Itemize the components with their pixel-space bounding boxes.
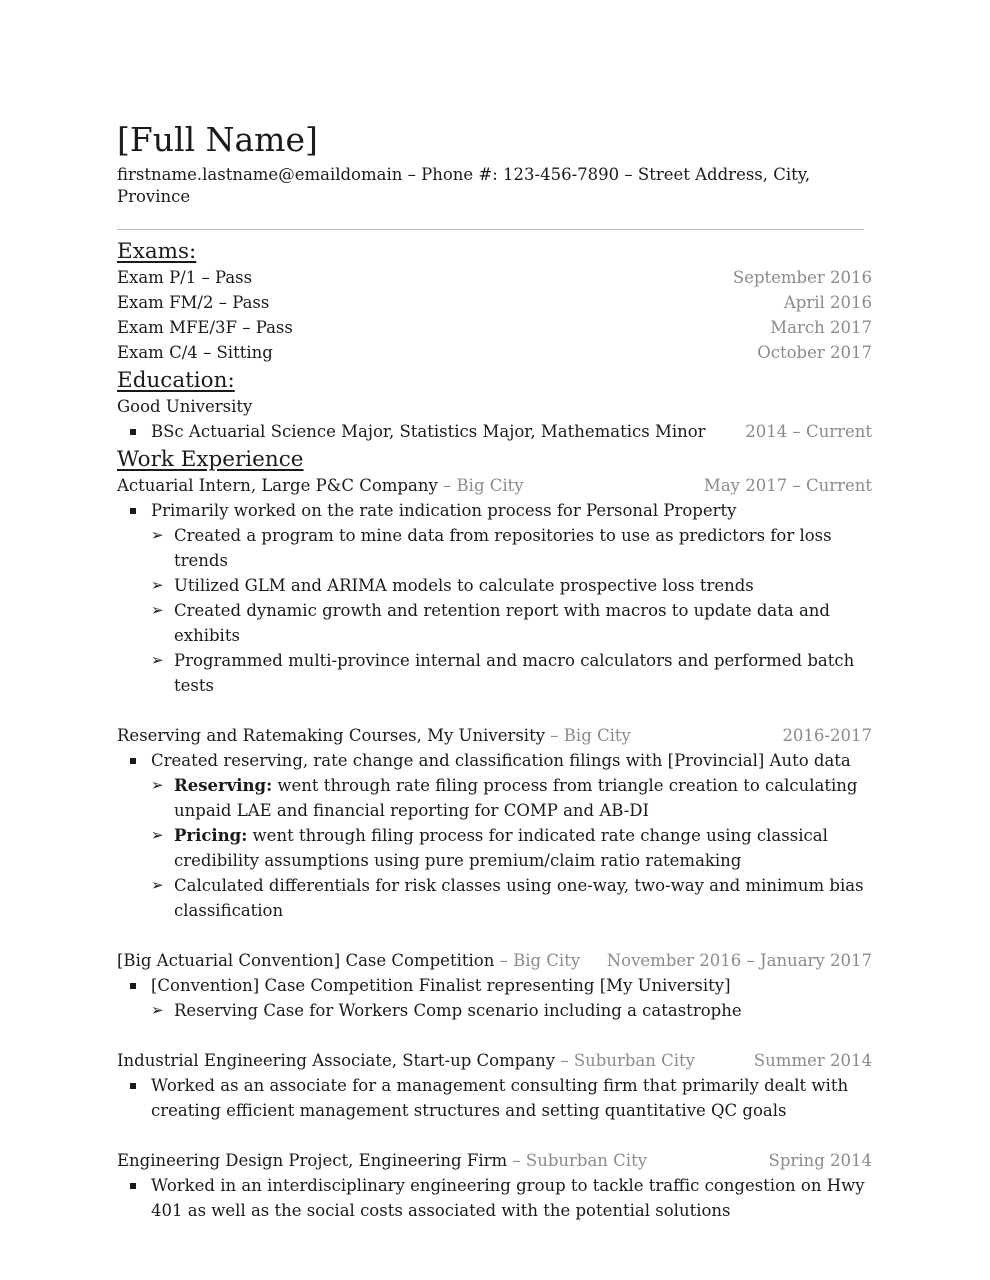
- degree-row: [117, 419, 872, 444]
- job-title: Actuarial Intern, Large P&C Company: [117, 476, 438, 495]
- job-bullet-text: Worked as an associate for a management consulting firm that primarily dealt with creating efficient management structures and setting quantitative QC goals: [151, 1076, 849, 1120]
- job-date: 2016-2017: [782, 726, 872, 745]
- degree-date: 2014 – Current: [745, 422, 872, 441]
- contact-line: firstname.lastname@emaildomain – Phone #: 123-456-7890 – Street Address, City, Province: [117, 165, 811, 206]
- sub-bullet-text: Utilized GLM and ARIMA models to calculate prospective loss trends: [174, 576, 754, 595]
- exam-name: Exam FM/2 – Pass: [117, 293, 270, 312]
- arrow-bullet-icon: ➢: [151, 601, 164, 619]
- job-header: [117, 723, 872, 748]
- school-label: Good University: [117, 397, 253, 416]
- sub-bullets: [151, 523, 872, 698]
- job-location: Big City: [513, 951, 581, 970]
- job-bullet: [117, 1173, 872, 1223]
- sub-bullet-text: Created dynamic growth and retention report with macros to update data and exhibits: [174, 601, 830, 645]
- job-title: [Big Actuarial Convention] Case Competition: [117, 951, 495, 970]
- sub-bullet: [151, 648, 872, 698]
- arrow-bullet-icon: ➢: [151, 651, 164, 669]
- sub-bullet: [151, 998, 872, 1023]
- job-title: Industrial Engineering Associate, Start-up Company: [117, 1051, 556, 1070]
- job-bullet-text: Worked in an interdisciplinary engineering group to tackle traffic congestion on Hwy 401 as well as the social costs associated with the potential solutions: [151, 1176, 865, 1220]
- job-title-line: [117, 473, 524, 498]
- sub-bullet: [151, 773, 872, 823]
- job-title-line: [117, 948, 580, 973]
- job-bullet: [117, 748, 872, 923]
- bullet-square-icon: [130, 758, 136, 764]
- degree-label: BSc Actuarial Science Major, Statistics Major, Mathematics Minor: [151, 422, 706, 441]
- job-separator: –: [545, 726, 564, 745]
- arrow-bullet-icon: ➢: [151, 526, 164, 544]
- job-date: May 2017 – Current: [703, 476, 872, 495]
- job-location: Suburban City: [573, 1051, 695, 1070]
- job-location: Suburban City: [525, 1151, 648, 1170]
- header-divider: [117, 229, 864, 230]
- job-separator: –: [507, 1151, 526, 1170]
- exam-date: September 2016: [732, 268, 872, 287]
- job-bullets: [117, 1073, 872, 1123]
- job-separator: –: [555, 1051, 574, 1070]
- degree-item: [117, 419, 706, 444]
- job-title: Engineering Design Project, Engineering Firm: [117, 1151, 508, 1170]
- job-bullet: [117, 1073, 872, 1123]
- sub-bullets: [151, 998, 872, 1023]
- job-entry: [117, 1048, 872, 1123]
- bullet-square-icon: [130, 983, 136, 989]
- job-bullets: [117, 973, 872, 1023]
- sub-bullet-label: Reserving:: [174, 776, 273, 795]
- job-bullet-text: [Convention] Case Competition Finalist representing [My University]: [151, 976, 731, 995]
- sub-bullet-text: Created a program to mine data from repositories to use as predictors for loss trends: [174, 526, 832, 570]
- job-entry: [117, 1148, 872, 1223]
- sub-bullet-text: Programmed multi-province internal and macro calculators and performed batch tests: [174, 651, 855, 695]
- sub-bullet-text: Calculated differentials for risk classes using one-way, two-way and minimum bias classification: [174, 876, 864, 920]
- job-separator: –: [437, 476, 457, 495]
- sub-bullet: [151, 598, 872, 648]
- sub-bullet-text: Reserving Case for Workers Comp scenario including a catastrophe: [174, 1001, 742, 1020]
- job-entry: [117, 948, 872, 1023]
- job-title-line: [117, 1148, 647, 1173]
- exam-row: [117, 265, 872, 290]
- exam-row: [117, 340, 872, 365]
- job-bullet-text: Primarily worked on the rate indication process for Personal Property: [151, 501, 737, 520]
- arrow-bullet-icon: ➢: [151, 1001, 164, 1019]
- arrow-bullet-icon: ➢: [151, 776, 164, 794]
- job-bullet: [117, 498, 872, 698]
- work-section: [117, 446, 872, 1223]
- arrow-bullet-icon: ➢: [151, 876, 164, 894]
- job-header: [117, 1148, 872, 1173]
- exam-date: October 2017: [757, 343, 872, 362]
- bullet-square-icon: [130, 1183, 136, 1189]
- sub-bullet: [151, 873, 872, 923]
- exam-row: [117, 290, 872, 315]
- sub-bullet-text: went through rate filing process from triangle creation to calculating unpaid LAE and financial reporting for COMP and AB-DI: [174, 776, 858, 820]
- job-bullet-text: Created reserving, rate change and classification filings with [Provincial] Auto data: [151, 751, 851, 770]
- education-section: [117, 367, 872, 444]
- job-date: November 2016 – January 2017: [606, 951, 872, 970]
- exam-name: Exam MFE/3F – Pass: [117, 318, 293, 337]
- job-separator: –: [494, 951, 514, 970]
- education-heading: Education:: [117, 368, 235, 393]
- job-location: Big City: [563, 726, 631, 745]
- sub-bullet: [151, 823, 872, 873]
- job-bullets: [117, 498, 872, 698]
- sub-bullet-text: went through filing process for indicated rate change using classical credibility assumptions using pure premium/claim ratio ratemaking: [174, 826, 828, 870]
- job-list: [117, 473, 872, 1223]
- exam-date: March 2017: [770, 318, 872, 337]
- bullet-square-icon: [130, 508, 136, 514]
- exam-row: [117, 315, 872, 340]
- resume-page: [117, 120, 872, 1223]
- exam-date: April 2016: [783, 293, 872, 312]
- exam-name: Exam P/1 – Pass: [117, 268, 253, 287]
- exams-heading: Exams:: [117, 239, 197, 264]
- bullet-square-icon: [130, 1083, 136, 1089]
- job-bullet: [117, 973, 872, 1023]
- exams-section: [117, 238, 872, 365]
- school-name: [117, 394, 872, 419]
- job-title-line: [117, 1048, 695, 1073]
- exam-name: Exam C/4 – Sitting: [117, 343, 273, 362]
- job-entry: [117, 473, 872, 698]
- job-date: Spring 2014: [768, 1151, 872, 1170]
- full-name: [Full Name]: [117, 120, 318, 159]
- job-entry: [117, 723, 872, 923]
- job-bullets: [117, 1173, 872, 1223]
- arrow-bullet-icon: ➢: [151, 576, 164, 594]
- job-header: [117, 948, 872, 973]
- work-heading: Work Experience: [117, 447, 304, 472]
- job-header: [117, 1048, 872, 1073]
- bullet-square-icon: [130, 429, 136, 435]
- job-bullets: [117, 748, 872, 923]
- job-title: Reserving and Ratemaking Courses, My University: [117, 726, 546, 745]
- job-date: Summer 2014: [753, 1051, 872, 1070]
- sub-bullets: [151, 773, 872, 923]
- arrow-bullet-icon: ➢: [151, 826, 164, 844]
- sub-bullet: [151, 573, 872, 598]
- sub-bullet-label: Pricing:: [174, 826, 248, 845]
- sub-bullet: [151, 523, 872, 573]
- job-header: [117, 473, 872, 498]
- job-location: Big City: [456, 476, 524, 495]
- job-title-line: [117, 723, 631, 748]
